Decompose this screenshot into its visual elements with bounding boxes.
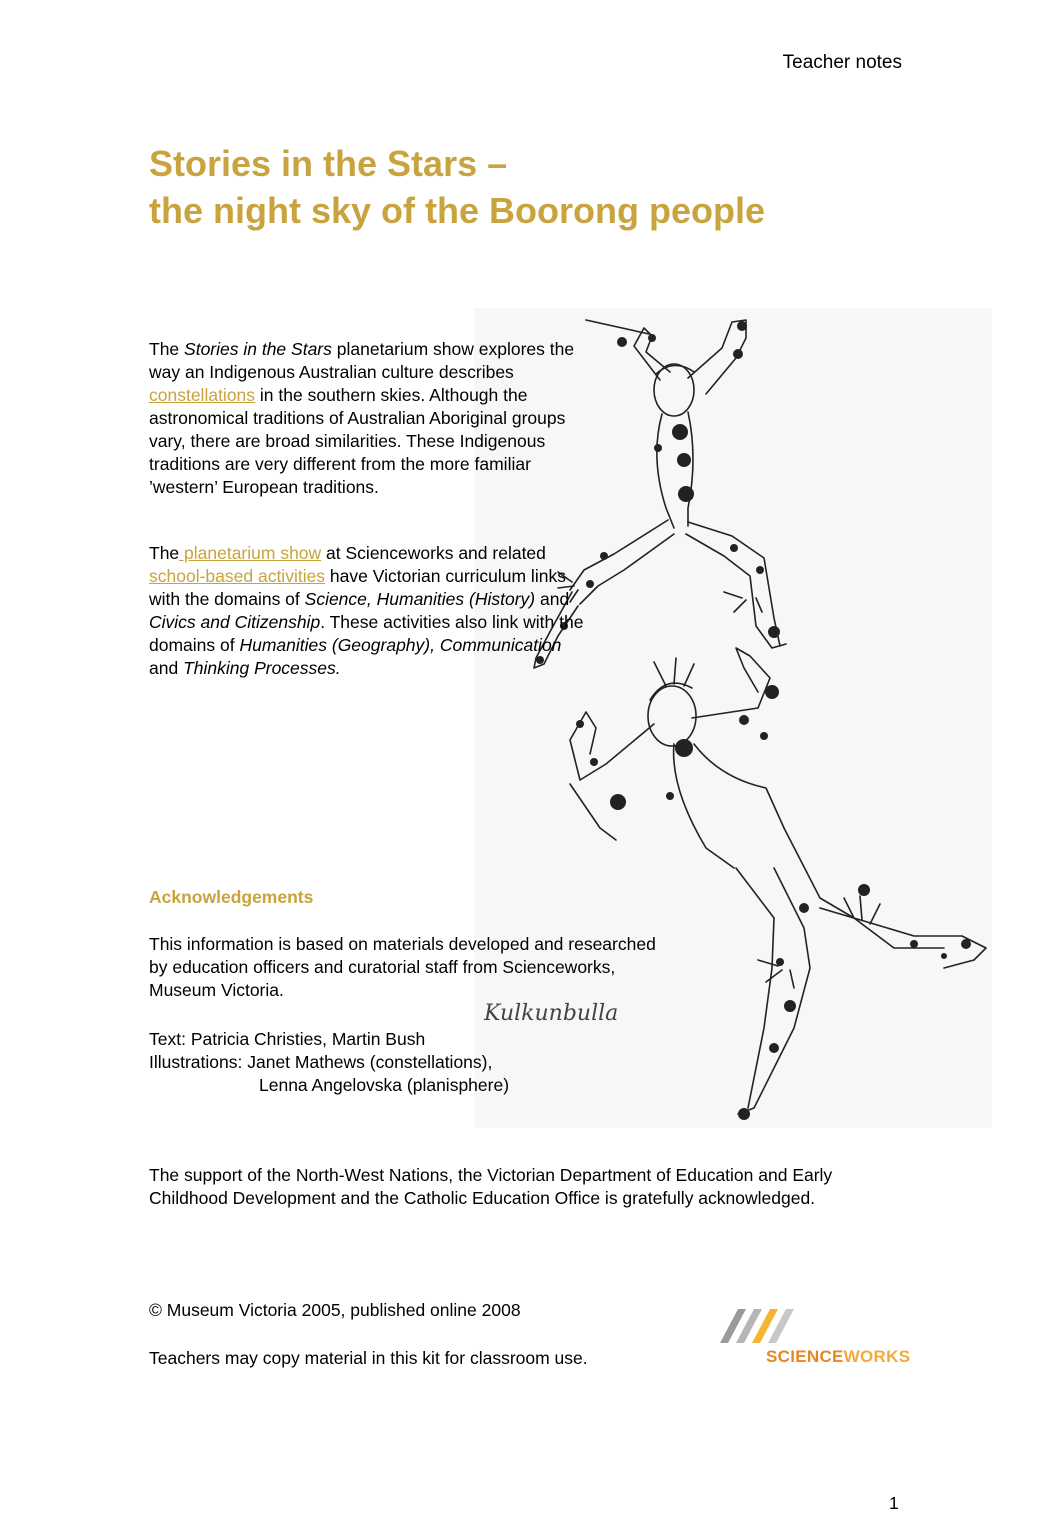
intro-text-2: planetarium show explores the way an Indigenous Australian culture describes: [149, 339, 575, 382]
logo-word-science: SCIENCE: [766, 1347, 844, 1366]
copyright-notice: © Museum Victoria 2005, published online 2008: [149, 1300, 521, 1320]
curriculum-paragraph: [149, 542, 589, 680]
planetarium-show-link[interactable]: planetarium show: [179, 543, 322, 563]
curriculum-text-4: and: [535, 589, 570, 609]
curriculum-domain-1: Science, Humanities (History): [304, 589, 536, 609]
curriculum-domain-4: Thinking Processes.: [183, 658, 341, 678]
curriculum-text-2: at Scienceworks and related: [321, 543, 546, 563]
copy-permission-note: Teachers may copy material in this kit for classroom use.: [149, 1348, 588, 1368]
logo-word-works: WORKS: [843, 1347, 911, 1366]
header-note: Teacher notes: [782, 52, 902, 73]
page-number: 1: [889, 1493, 899, 1513]
credits: [149, 1028, 609, 1097]
support-paragraph: The support of the North-West Nations, the Victorian Department of Education and Early Childhood Development and the Catholic Education Office is gratefully acknowledged.: [149, 1165, 833, 1208]
intro-text-3: in the southern skies. Although the astronomical traditions of Australian Aboriginal groups vary, there are broad similarities. These Indigenous traditions are very different from the more familiar ’western’ European traditions.: [149, 385, 566, 497]
text-credit: Text: Patricia Christies, Martin Bush: [149, 1029, 426, 1049]
illustration-caption: Kulkunbulla: [484, 1001, 619, 1026]
acknowledgements-body: This information is based on materials developed and researched by education officers and curatorial staff from Scienceworks, Museum Victoria.: [149, 934, 656, 1000]
curriculum-text-6: and: [149, 658, 184, 678]
intro-paragraph: [149, 338, 589, 499]
constellations-link[interactable]: constellations: [149, 385, 256, 405]
scienceworks-logo: [716, 1303, 926, 1371]
curriculum-text-1: The: [149, 543, 180, 563]
illustration-credit-2: Lenna Angelovska (planisphere): [259, 1075, 510, 1095]
intro-text-1: The: [149, 339, 185, 359]
curriculum-text-3: have Victorian curriculum links with the domains of: [149, 566, 566, 609]
curriculum-text-5: . These activities also link with the domains of: [149, 612, 584, 655]
school-activities-link[interactable]: school-based activities: [149, 566, 326, 586]
curriculum-domain-3: Humanities (Geography), Communication: [239, 635, 562, 655]
title-line-1: Stories in the Stars –: [149, 143, 508, 184]
curriculum-domain-2: Civics and Citizenship: [149, 612, 321, 632]
logo-wordmark: [766, 1347, 910, 1367]
acknowledgements-heading: Acknowledgements: [149, 887, 314, 907]
title-line-2: the night sky of the Boorong people: [149, 190, 765, 231]
illustration-credit-1: Illustrations: Janet Mathews (constellations),: [149, 1052, 493, 1072]
intro-show-name: Stories in the Stars: [184, 339, 332, 359]
logo-mark-icon: [716, 1303, 806, 1347]
page-title: [149, 140, 949, 234]
